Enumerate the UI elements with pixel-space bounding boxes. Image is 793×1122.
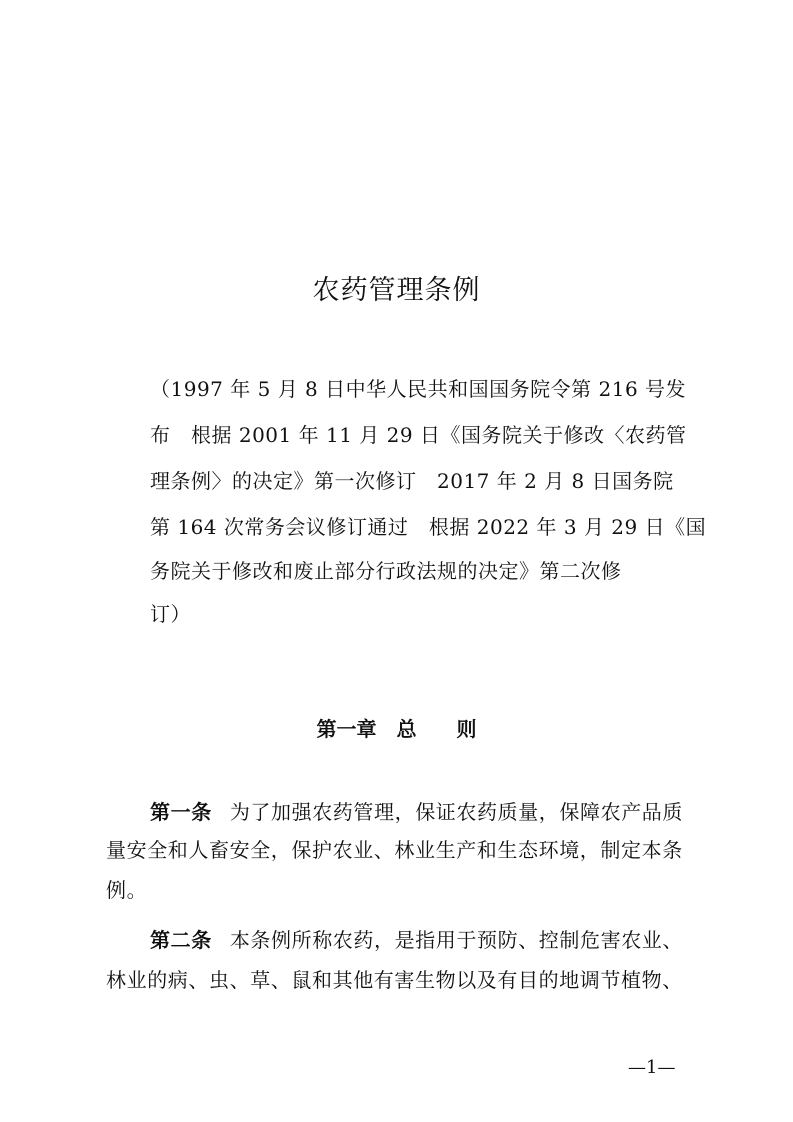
article-text-line: 林业的病、虫、草、鼠和其他有害生物以及有目的地调节植物、: [106, 968, 683, 992]
page-number: —1—: [628, 1057, 676, 1078]
history-note-line: 务院关于修改和废止部分行政法规的决定》第二次修: [150, 559, 622, 583]
article-first-line: [150, 924, 683, 953]
document-title: 农药管理条例: [312, 275, 481, 307]
history-note-line: 第 164 次常务会议修订通过 根据 2022 年 3 月 29 日《国: [150, 515, 707, 539]
history-note-line: 理条例〉的决定》第一次修订 2017 年 2 月 8 日国务院: [150, 469, 674, 493]
article-first-line: [150, 796, 683, 825]
article-text: 为了加强农药管理，保证农药质量，保障农产品质: [229, 800, 684, 824]
article-label: 第二条: [150, 928, 212, 952]
article-text-line: 例。: [106, 878, 148, 902]
article-text: 本条例所称农药，是指用于预防、控制危害农业、: [229, 928, 684, 952]
history-note-line: 布 根据 2001 年 11 月 29 日《国务院关于修改〈农药管: [150, 423, 687, 447]
article-label: 第一条: [150, 800, 212, 824]
history-note-line: （1997 年 5 月 8 日中华人民共和国国务院令第 216 号发: [150, 377, 687, 401]
chapter-heading: 第一章 总 则: [316, 716, 477, 741]
history-note-line: 订）: [150, 602, 191, 626]
article-text-line: 量安全和人畜安全，保护农业、林业生产和生态环境，制定本条: [106, 838, 683, 862]
